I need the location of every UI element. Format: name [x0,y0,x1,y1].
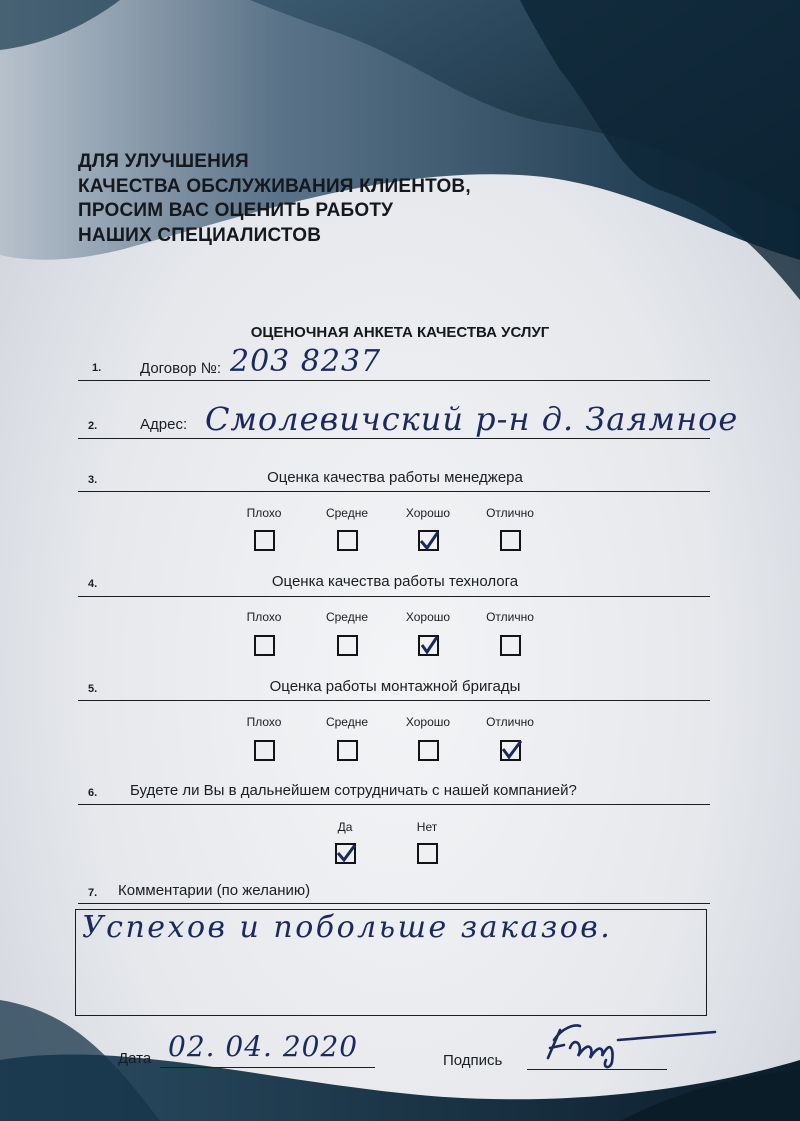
comments-text: Успехов и побольше заказов. [82,910,613,945]
checkmark-icon [500,739,522,761]
crew-checkbox-average[interactable] [337,740,358,761]
manager-line [78,491,710,492]
manager-option-poor: Плохо [246,506,282,520]
crew-checkbox-excellent[interactable] [500,740,521,761]
item-number-7: 7. [88,887,98,899]
item-number-3: 3. [88,474,98,486]
address-field[interactable]: Смолевичский р-н д. Заямное [205,400,739,438]
cooperate-line [78,804,710,805]
comments-textarea[interactable] [75,909,707,1016]
address-label: Адрес: [140,416,188,433]
technologist-checkbox-excellent[interactable] [500,635,521,656]
crew-option-good: Хорошо [405,715,451,729]
technologist-checkbox-poor[interactable] [254,635,275,656]
technologist-option-good: Хорошо [405,610,451,624]
checkmark-icon [418,634,440,656]
header-title [78,150,598,248]
item-number-4: 4. [88,578,98,590]
manager-checkbox-excellent[interactable] [500,530,521,551]
technologist-checkbox-average[interactable] [337,635,358,656]
manager-question: Оценка качества работы менеджера [267,469,523,486]
header-line-3: ПРОСИМ ВАС ОЦЕНИТЬ РАБОТУ [78,200,394,221]
form-title: ОЦЕНОЧНАЯ АНКЕТА КАЧЕСТВА УСЛУГ [250,324,550,341]
manager-option-average: Средне [325,506,369,520]
crew-question: Оценка работы монтажной бригады [269,678,521,695]
crew-checkbox-good[interactable] [418,740,439,761]
manager-checkbox-average[interactable] [337,530,358,551]
cooperate-option-no: Нет [416,820,438,834]
contract-line [78,380,710,381]
address-line [78,438,710,439]
manager-option-good: Хорошо [405,506,451,520]
manager-option-excellent: Отлично [486,506,534,520]
signature-drawing[interactable] [540,1018,720,1073]
technologist-question: Оценка качества работы технолога [271,573,519,590]
manager-checkbox-poor[interactable] [254,530,275,551]
technologist-option-poor: Плохо [246,610,282,624]
crew-option-average: Средне [325,715,369,729]
comments-line [78,903,710,904]
contract-label: Договор №: [140,360,222,377]
crew-option-poor: Плохо [246,715,282,729]
checkmark-icon [418,529,440,551]
header-line-4: НАШИХ СПЕЦИАЛИСТОВ [78,224,322,246]
crew-checkbox-poor[interactable] [254,740,275,761]
date-field[interactable]: 02. 04. 2020 [168,1030,359,1063]
signature-label: Подпись [443,1052,503,1069]
item-number-2: 2. [88,420,98,432]
cooperate-checkbox-no[interactable] [417,843,438,864]
header-line-2: КАЧЕСТВА ОБСЛУЖИВАНИЯ КЛИЕНТОВ, [78,175,471,197]
technologist-line [78,596,710,597]
header-line-1: ДЛЯ УЛУЧШЕНИЯ [78,151,249,172]
technologist-checkbox-good[interactable] [418,635,439,656]
date-label: Дата [118,1050,152,1067]
date-line [160,1067,375,1068]
cooperate-question: Будете ли Вы в дальнейшем сотрудничать с нашей компанией? [130,782,577,799]
item-number-5: 5. [88,683,98,695]
cooperate-option-yes: Да [337,820,353,834]
item-number-6: 6. [88,787,98,799]
technologist-option-average: Средне [325,610,369,624]
cooperate-checkbox-yes[interactable] [335,843,356,864]
crew-option-excellent: Отлично [486,715,534,729]
comments-label: Комментарии (по желанию) [118,882,311,899]
item-number-1: 1. [92,362,102,374]
technologist-option-excellent: Отлично [486,610,534,624]
crew-line [78,700,710,701]
contract-number-field[interactable]: 203 8237 [230,344,382,379]
manager-checkbox-good[interactable] [418,530,439,551]
checkmark-icon [335,842,357,864]
